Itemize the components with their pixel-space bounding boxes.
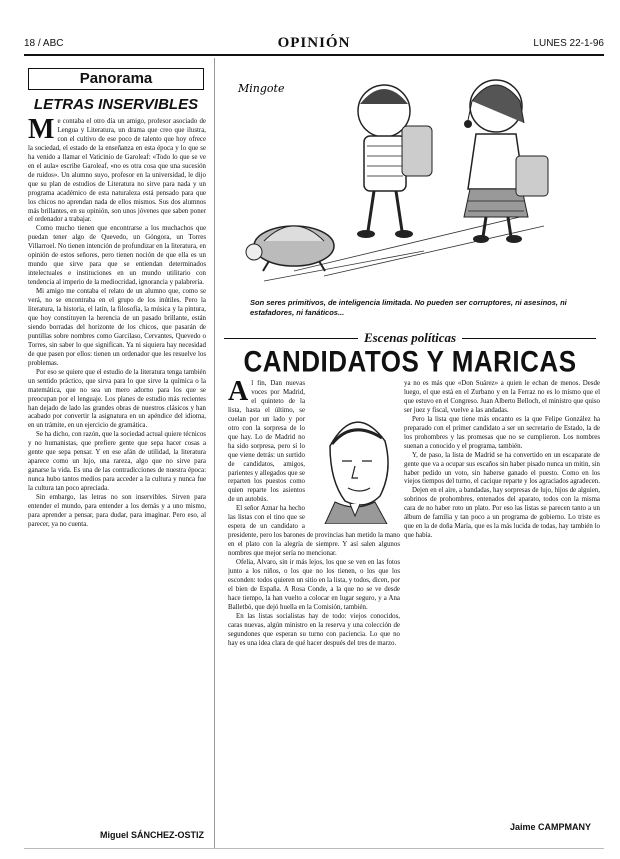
issue-date: LUNES 22-1-96: [533, 38, 604, 49]
girl-figure: [464, 80, 548, 243]
paragraph: Por eso se quiere que el estudio de la literatura tenga también un sentido práctico, que sirva para lo que sirve la química o la matemática, que no sea un mero adorno para los que se preocupan por el lenguaje. Los planes de estudio más recientes han dejado de lado las grandes obras de nuestros clásicos y han acabado por convertir la asignatura en un apéndice del idioma, en un trámite, en un ejercicio de gramática.: [28, 368, 206, 430]
cartoon-caption: Son seres primitivos, de inteligencia limitada. No pueden ser corruptores, ni asesinos, ni estafadores, ni fanáticos...: [250, 298, 567, 317]
bottom-rule: [24, 848, 604, 849]
boy-figure: [357, 85, 432, 238]
author-signature: Jaime CAMPMANY: [510, 822, 592, 832]
headline: CANDIDATOS Y MARICAS: [243, 343, 577, 379]
paragraph: Y, de paso, la lista de Madrid se ha convertido en un escaparate de gente que va a ocupar sus escaños sin haber pisado nunca un mitin, sin haber pedido un voto, sin haberse ganado el puesto. Como en los viejos tiempos del turno, el cacique reparte y los agraciados agradecen.: [404, 451, 600, 486]
page-header: [24, 35, 604, 52]
paragraph: El señor Aznar ha hecho las listas con el tino que se espera de un candidato a presidente, pero los barones de provincias han metido la mano en el plato con la alegría de siempre. Y así salen algunos nombres que mejor sería no mencionar.: [228, 505, 400, 558]
paragraph: Pero la lista que tiene más encanto es la que Felipe González ha preparado con el primer candidato a ser un secretario de Estado, la de los prohombres y las promesas que no se cumplieron. Los nombres suenan a conocido y el programa, también.: [404, 415, 600, 450]
paragraph: Ofelia, Alvaro, sin ir más lejos, los que se ven en las fotos junto a los niños, o los que no los tienen, o los que los esconden: todos quieren un sitio en la lista, y todos, dicen, por el bien de España. A Rosa Conde, a la que no se ve desde hace tiempo, la han vuelto a colocar en lugar seguro, y a Ana Balletbó, que dejó huella en la Comisión, también.: [228, 559, 400, 611]
right-article-col1: [228, 380, 400, 832]
paragraph: Sin embargo, las letras no son inservibles. Sirven para entender el mundo, para entender a los demás y a uno mismo, para aprender a pensar, para dudar, para imaginar. Pero eso, al parecer, ya no cuenta.: [28, 494, 206, 528]
article-title: LETRAS INSERVIBLES: [33, 96, 199, 113]
kicker: Escenas políticas: [224, 330, 596, 346]
left-article-body: [28, 118, 206, 822]
paragraph: Me contaba el otro día un amigo, profesor asociado de Lengua y Literatura, un drama que creo que ilustra, con el cultivo de ese poco de talento que hoy ofrece la sociedad, el estado de la enseñanza en esta época y lo que se ha venido a llamar el Vaticinio de Garoleaf: «Todo lo que se ve en el aula» escribe Garoleaf, «no es otra cosa que una sucesión de ruidos». Un alumno suyo, profesor en la universidad, le dijo que su plan de estudios de Literatura no sirve para nada y un programa académico de esta naturaleza está pensado para que los chicos no aprendan nada de ellos mismos. Sus dos alumnos más brillantes, en su opinión, son unos jóvenes que saben poner el ordenador a trabajar.: [28, 118, 206, 224]
page-number: 18 / ABC: [24, 38, 64, 49]
paragraph: En las listas socialistas hay de todo: viejos conocidos, caras nuevas, algún ministro en la reserva y una colección de segundones que esperan su turno con paciencia. Lo que no hay es una idea clara de qué hacer después del tres de marzo.: [228, 612, 400, 647]
paragraph: Dejen en el aire, a bandadas, hay sorpresas de lujo, hijos de alguien, sobrinos de prohombres, entenados del aparato, todos con la misma cara de no haber roto un plato. Por eso las listas se parecen tanto a un álbum de familia y tan poco a un programa de gobierno. Lo triste es que en la de doña María, que es la más lucida de todas, hay también lo que había.: [404, 487, 600, 540]
cartoon-illustration: [224, 66, 596, 330]
column-separator: [214, 58, 215, 848]
paragraph: Se ha dicho, con razón, que la sociedad actual quiere técnicos y no humanistas, que prefiere gente que sepa hacer cosas a gente que sepa pensar. Y en ese afán de utilidad, la literatura aparece como un lujo, una rareza, algo que no sirve para ganarse la vida. Es una de las contradicciones de nuestra época: nunca hubo tantos medios para acceder a la cultura y nunca fue la cultura tan poco apreciada.: [28, 431, 206, 493]
section-title: OPINIÓN: [277, 35, 351, 51]
paragraph: ya no es más que «Don Suárez» a quien le echan de menos. Desde luego, el que está en el Zurbano y en la Ferraz no es lo mismo que el que estuvo en el Congreso. Juan Alberto Belloch, el ministro que quiso ser juez y fiscal, vuelve a las andadas.: [404, 380, 600, 414]
drop-cap: A: [228, 380, 249, 407]
paragraph: Como mucho tienen que encontrarse a los muchachos que puedan tener algo de Quevedo, un Góngora, un Torres Villarroel. No tienen intención de profundizar en la literatura, en opinión de estos señores, pero tienen noción de que ella es un mundo que sirve para que se entiendan determinados intelectuales e instituciones en un mundo utilitario con tendencia al imperio de la mediocridad, ignorancia y palabrería.: [28, 225, 206, 287]
turtle-figure: [246, 226, 334, 271]
paragraph: Al fin, Dan nuevas voces por Madrid, el quinteto de la lista, hasta el último, se cuelan por un lado y por otro con la sorpresa de lo que hay. Lo de Madrid no ha sido sorpresa, pero sí lo que viene detrás: un surtido de candidatos, amigos, parientes y allegados que se reparten los puestos como quien reparte los asientos de un autobús.: [228, 380, 305, 504]
author-signature: Miguel SÁNCHEZ-OSTIZ: [100, 830, 204, 840]
right-article-col2: [404, 380, 600, 818]
author-portrait: [310, 406, 400, 524]
paragraph: Mi amigo me contaba el relato de un alumno que, como se verá, no se encontraba en el grupo de los inútiles. Pero la literatura, la historia, el latín, la filosofía, la música y la pintura, que hoy constituyen la herencia de un pasado brillante, están siendo borradas del horizonte de los chicos, que pasarán de puntillas sobre nombres como Garcilaso, Cervantes, Quevedo o Torres, sin saber lo que significan. Ya ni siquiera hay necesidad de que pasen por ellos: tienen un ordenador que les resuelve los problemas.: [28, 288, 206, 367]
drop-cap: M: [28, 118, 55, 145]
cartoon-signature: Mingote: [238, 82, 285, 95]
header-rule: [24, 54, 604, 56]
section-box: Panorama: [28, 68, 204, 90]
